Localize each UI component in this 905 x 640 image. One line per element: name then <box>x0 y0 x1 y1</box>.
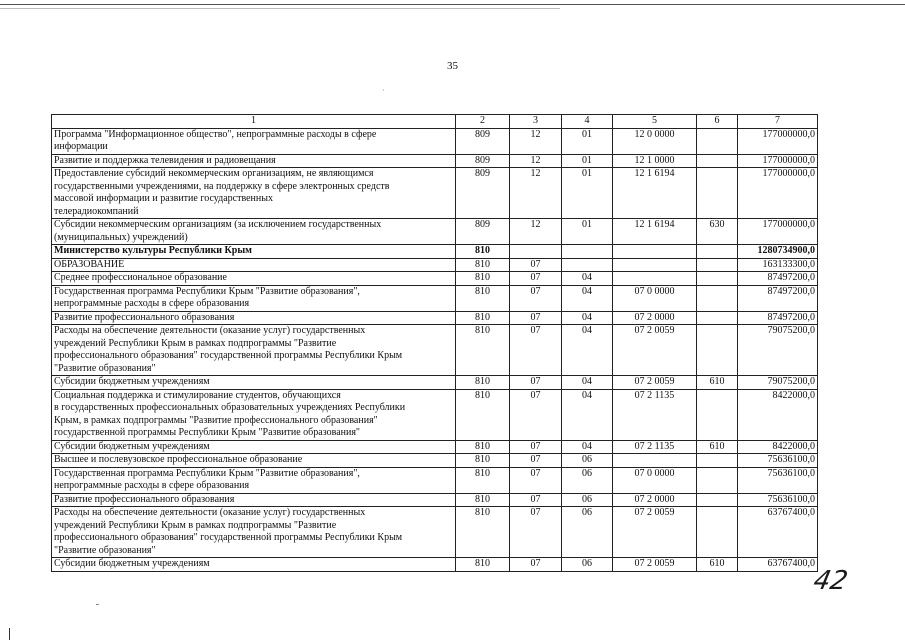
row-ministry-code-cell: 810 <box>456 285 510 311</box>
row-section-cell: 07 <box>510 493 562 507</box>
row-expense-type-cell: 630 <box>697 219 738 245</box>
row-target-item-cell: 12 1 6194 <box>613 219 697 245</box>
row-section-cell: 07 <box>510 389 562 440</box>
row-target-item-cell: 07 2 1135 <box>613 389 697 440</box>
table-header-row <box>52 115 818 129</box>
row-amount-cell: 75636100,0 <box>738 467 818 493</box>
row-name-cell: Государственная программа Республики Крым "Развитие образования", непрограммные расходы в сфере образования <box>52 467 456 493</box>
row-section-cell: 07 <box>510 558 562 572</box>
row-target-item-cell: 07 2 0059 <box>613 325 697 376</box>
header-col-6: 6 <box>697 115 738 129</box>
row-amount-cell: 8422000,0 <box>738 389 818 440</box>
row-section-cell: 07 <box>510 272 562 286</box>
row-ministry-code-cell: 810 <box>456 258 510 272</box>
table-row <box>52 154 818 168</box>
row-section-cell: 12 <box>510 219 562 245</box>
row-expense-type-cell: 610 <box>697 440 738 454</box>
row-name-cell: Министерство культуры Республики Крым <box>52 245 456 259</box>
row-name-cell: Субсидии некоммерческим организациям (за исключением государственных (муниципальных) учреждений) <box>52 219 456 245</box>
row-target-item-cell: 12 1 6194 <box>613 168 697 219</box>
row-target-item-cell: 07 2 0059 <box>613 507 697 558</box>
row-section-cell: 07 <box>510 440 562 454</box>
row-ministry-code-cell: 809 <box>456 154 510 168</box>
header-col-3: 3 <box>510 115 562 129</box>
row-section-cell: 07 <box>510 507 562 558</box>
table-row <box>52 507 818 558</box>
row-subsection-cell: 01 <box>562 128 613 154</box>
row-expense-type-cell <box>697 311 738 325</box>
row-amount-cell: 177000000,0 <box>738 168 818 219</box>
row-amount-cell: 177000000,0 <box>738 128 818 154</box>
row-expense-type-cell <box>697 493 738 507</box>
row-subsection-cell: 04 <box>562 285 613 311</box>
row-ministry-code-cell: 810 <box>456 325 510 376</box>
row-subsection-cell: 01 <box>562 219 613 245</box>
row-section-cell: 07 <box>510 258 562 272</box>
row-target-item-cell: 07 2 1135 <box>613 440 697 454</box>
table-row <box>52 272 818 286</box>
row-amount-cell: 79075200,0 <box>738 325 818 376</box>
row-subsection-cell: 01 <box>562 154 613 168</box>
row-name-cell: Субсидии бюджетным учреждениям <box>52 376 456 390</box>
row-expense-type-cell <box>697 507 738 558</box>
scan-edge-mark <box>9 628 10 640</box>
row-section-cell: 07 <box>510 454 562 468</box>
row-name-cell: Субсидии бюджетным учреждениям <box>52 558 456 572</box>
table-row <box>52 389 818 440</box>
scan-speck-bottom <box>96 604 99 605</box>
table-row <box>52 325 818 376</box>
row-ministry-code-cell: 809 <box>456 168 510 219</box>
row-ministry-code-cell: 810 <box>456 440 510 454</box>
row-name-cell: Расходы на обеспечение деятельности (оказание услуг) государственных учреждений Республики Крым в рамках подпрограммы "Развитие профессионального образования" государственной программы Республики Крым "Развитие образования" <box>52 507 456 558</box>
row-subsection-cell: 04 <box>562 272 613 286</box>
row-expense-type-cell: 610 <box>697 558 738 572</box>
row-amount-cell: 177000000,0 <box>738 154 818 168</box>
table-row <box>52 168 818 219</box>
row-subsection-cell: 06 <box>562 558 613 572</box>
row-target-item-cell: 07 2 0000 <box>613 493 697 507</box>
row-target-item-cell: 07 0 0000 <box>613 467 697 493</box>
row-name-cell: ОБРАЗОВАНИЕ <box>52 258 456 272</box>
header-col-1: 1 <box>52 115 456 129</box>
header-col-2: 2 <box>456 115 510 129</box>
row-section-cell: 12 <box>510 154 562 168</box>
row-target-item-cell <box>613 245 697 259</box>
row-name-cell: Развитие профессионального образования <box>52 311 456 325</box>
row-amount-cell: 87497200,0 <box>738 311 818 325</box>
table-body <box>52 128 818 571</box>
row-section-cell: 07 <box>510 285 562 311</box>
table-row <box>52 493 818 507</box>
scan-top-edge <box>0 4 905 5</box>
row-expense-type-cell: 610 <box>697 376 738 390</box>
row-subsection-cell: 04 <box>562 440 613 454</box>
row-target-item-cell <box>613 272 697 286</box>
row-section-cell: 07 <box>510 467 562 493</box>
row-name-cell: Предоставление субсидий некоммерческим организациям, не являющимся государственными учреждениями, на поддержку в сфере электронных средств массовой информации и развитие государственных телерадиокомпаний <box>52 168 456 219</box>
row-expense-type-cell <box>697 467 738 493</box>
row-section-cell: 12 <box>510 128 562 154</box>
row-ministry-code-cell: 810 <box>456 245 510 259</box>
row-subsection-cell: 04 <box>562 325 613 376</box>
row-subsection-cell: 04 <box>562 389 613 440</box>
row-target-item-cell: 07 2 0059 <box>613 558 697 572</box>
row-amount-cell: 75636100,0 <box>738 493 818 507</box>
row-amount-cell: 79075200,0 <box>738 376 818 390</box>
row-expense-type-cell <box>697 245 738 259</box>
row-section-cell: 07 <box>510 325 562 376</box>
row-expense-type-cell <box>697 454 738 468</box>
row-target-item-cell <box>613 258 697 272</box>
row-subsection-cell: 06 <box>562 507 613 558</box>
row-expense-type-cell <box>697 285 738 311</box>
row-amount-cell: 75636100,0 <box>738 454 818 468</box>
row-ministry-code-cell: 810 <box>456 493 510 507</box>
row-section-cell: 12 <box>510 168 562 219</box>
row-target-item-cell: 12 1 0000 <box>613 154 697 168</box>
row-amount-cell: 8422000,0 <box>738 440 818 454</box>
table-row <box>52 245 818 259</box>
row-target-item-cell: 12 0 0000 <box>613 128 697 154</box>
row-expense-type-cell <box>697 325 738 376</box>
row-subsection-cell: 01 <box>562 168 613 219</box>
row-target-item-cell: 07 2 0000 <box>613 311 697 325</box>
row-name-cell: Высшее и послевузовское профессиональное образование <box>52 454 456 468</box>
row-name-cell: Государственная программа Республики Крым "Развитие образования", непрограммные расходы в сфере образования <box>52 285 456 311</box>
row-subsection-cell: 04 <box>562 376 613 390</box>
row-ministry-code-cell: 810 <box>456 558 510 572</box>
row-target-item-cell: 07 0 0000 <box>613 285 697 311</box>
row-ministry-code-cell: 810 <box>456 376 510 390</box>
row-section-cell <box>510 245 562 259</box>
row-name-cell: Развитие профессионального образования <box>52 493 456 507</box>
row-ministry-code-cell: 810 <box>456 389 510 440</box>
table-row <box>52 285 818 311</box>
row-ministry-code-cell: 810 <box>456 311 510 325</box>
handwritten-page-note: 42 <box>810 566 851 596</box>
row-target-item-cell: 07 2 0059 <box>613 376 697 390</box>
row-name-cell: Программа "Информационное общество", непрограммные расходы в сфере информации <box>52 128 456 154</box>
row-expense-type-cell <box>697 128 738 154</box>
row-ministry-code-cell: 810 <box>456 454 510 468</box>
header-col-7: 7 <box>738 115 818 129</box>
table-row <box>52 558 818 572</box>
row-name-cell: Субсидии бюджетным учреждениям <box>52 440 456 454</box>
row-amount-cell: 63767400,0 <box>738 558 818 572</box>
table-row <box>52 258 818 272</box>
row-name-cell: Среднее профессиональное образование <box>52 272 456 286</box>
row-subsection-cell <box>562 258 613 272</box>
row-amount-cell: 63767400,0 <box>738 507 818 558</box>
row-expense-type-cell <box>697 168 738 219</box>
scan-top-edge-faint <box>0 8 560 9</box>
row-section-cell: 07 <box>510 376 562 390</box>
row-expense-type-cell <box>697 272 738 286</box>
table-row <box>52 376 818 390</box>
table-row <box>52 467 818 493</box>
row-subsection-cell: 06 <box>562 454 613 468</box>
row-amount-cell: 163133300,0 <box>738 258 818 272</box>
budget-table <box>51 114 818 572</box>
scan-speck: · <box>382 86 385 95</box>
table-row <box>52 219 818 245</box>
page-number: 35 <box>447 60 458 72</box>
row-ministry-code-cell: 809 <box>456 128 510 154</box>
table-row <box>52 311 818 325</box>
row-amount-cell: 177000000,0 <box>738 219 818 245</box>
table-row <box>52 454 818 468</box>
row-name-cell: Социальная поддержка и стимулирование студентов, обучающихся в государственных профессиональных образовательных учреждениях Республики Крым, в рамках подпрограммы "Развитие профессионального образования" государственной программы Республики Крым "Развитие образования" <box>52 389 456 440</box>
row-subsection-cell <box>562 245 613 259</box>
table-row <box>52 440 818 454</box>
row-name-cell: Расходы на обеспечение деятельности (оказание услуг) государственных учреждений Республики Крым в рамках подпрограммы "Развитие профессионального образования" государственной программы Республики Крым "Развитие образования" <box>52 325 456 376</box>
row-ministry-code-cell: 810 <box>456 467 510 493</box>
row-amount-cell: 1280734900,0 <box>738 245 818 259</box>
header-col-4: 4 <box>562 115 613 129</box>
row-ministry-code-cell: 809 <box>456 219 510 245</box>
row-subsection-cell: 06 <box>562 493 613 507</box>
row-expense-type-cell <box>697 389 738 440</box>
row-target-item-cell <box>613 454 697 468</box>
row-name-cell: Развитие и поддержка телевидения и радиовещания <box>52 154 456 168</box>
row-ministry-code-cell: 810 <box>456 272 510 286</box>
row-expense-type-cell <box>697 154 738 168</box>
header-col-5: 5 <box>613 115 697 129</box>
table-row <box>52 128 818 154</box>
row-expense-type-cell <box>697 258 738 272</box>
row-section-cell: 07 <box>510 311 562 325</box>
row-subsection-cell: 04 <box>562 311 613 325</box>
row-subsection-cell: 06 <box>562 467 613 493</box>
row-amount-cell: 87497200,0 <box>738 285 818 311</box>
row-ministry-code-cell: 810 <box>456 507 510 558</box>
row-amount-cell: 87497200,0 <box>738 272 818 286</box>
